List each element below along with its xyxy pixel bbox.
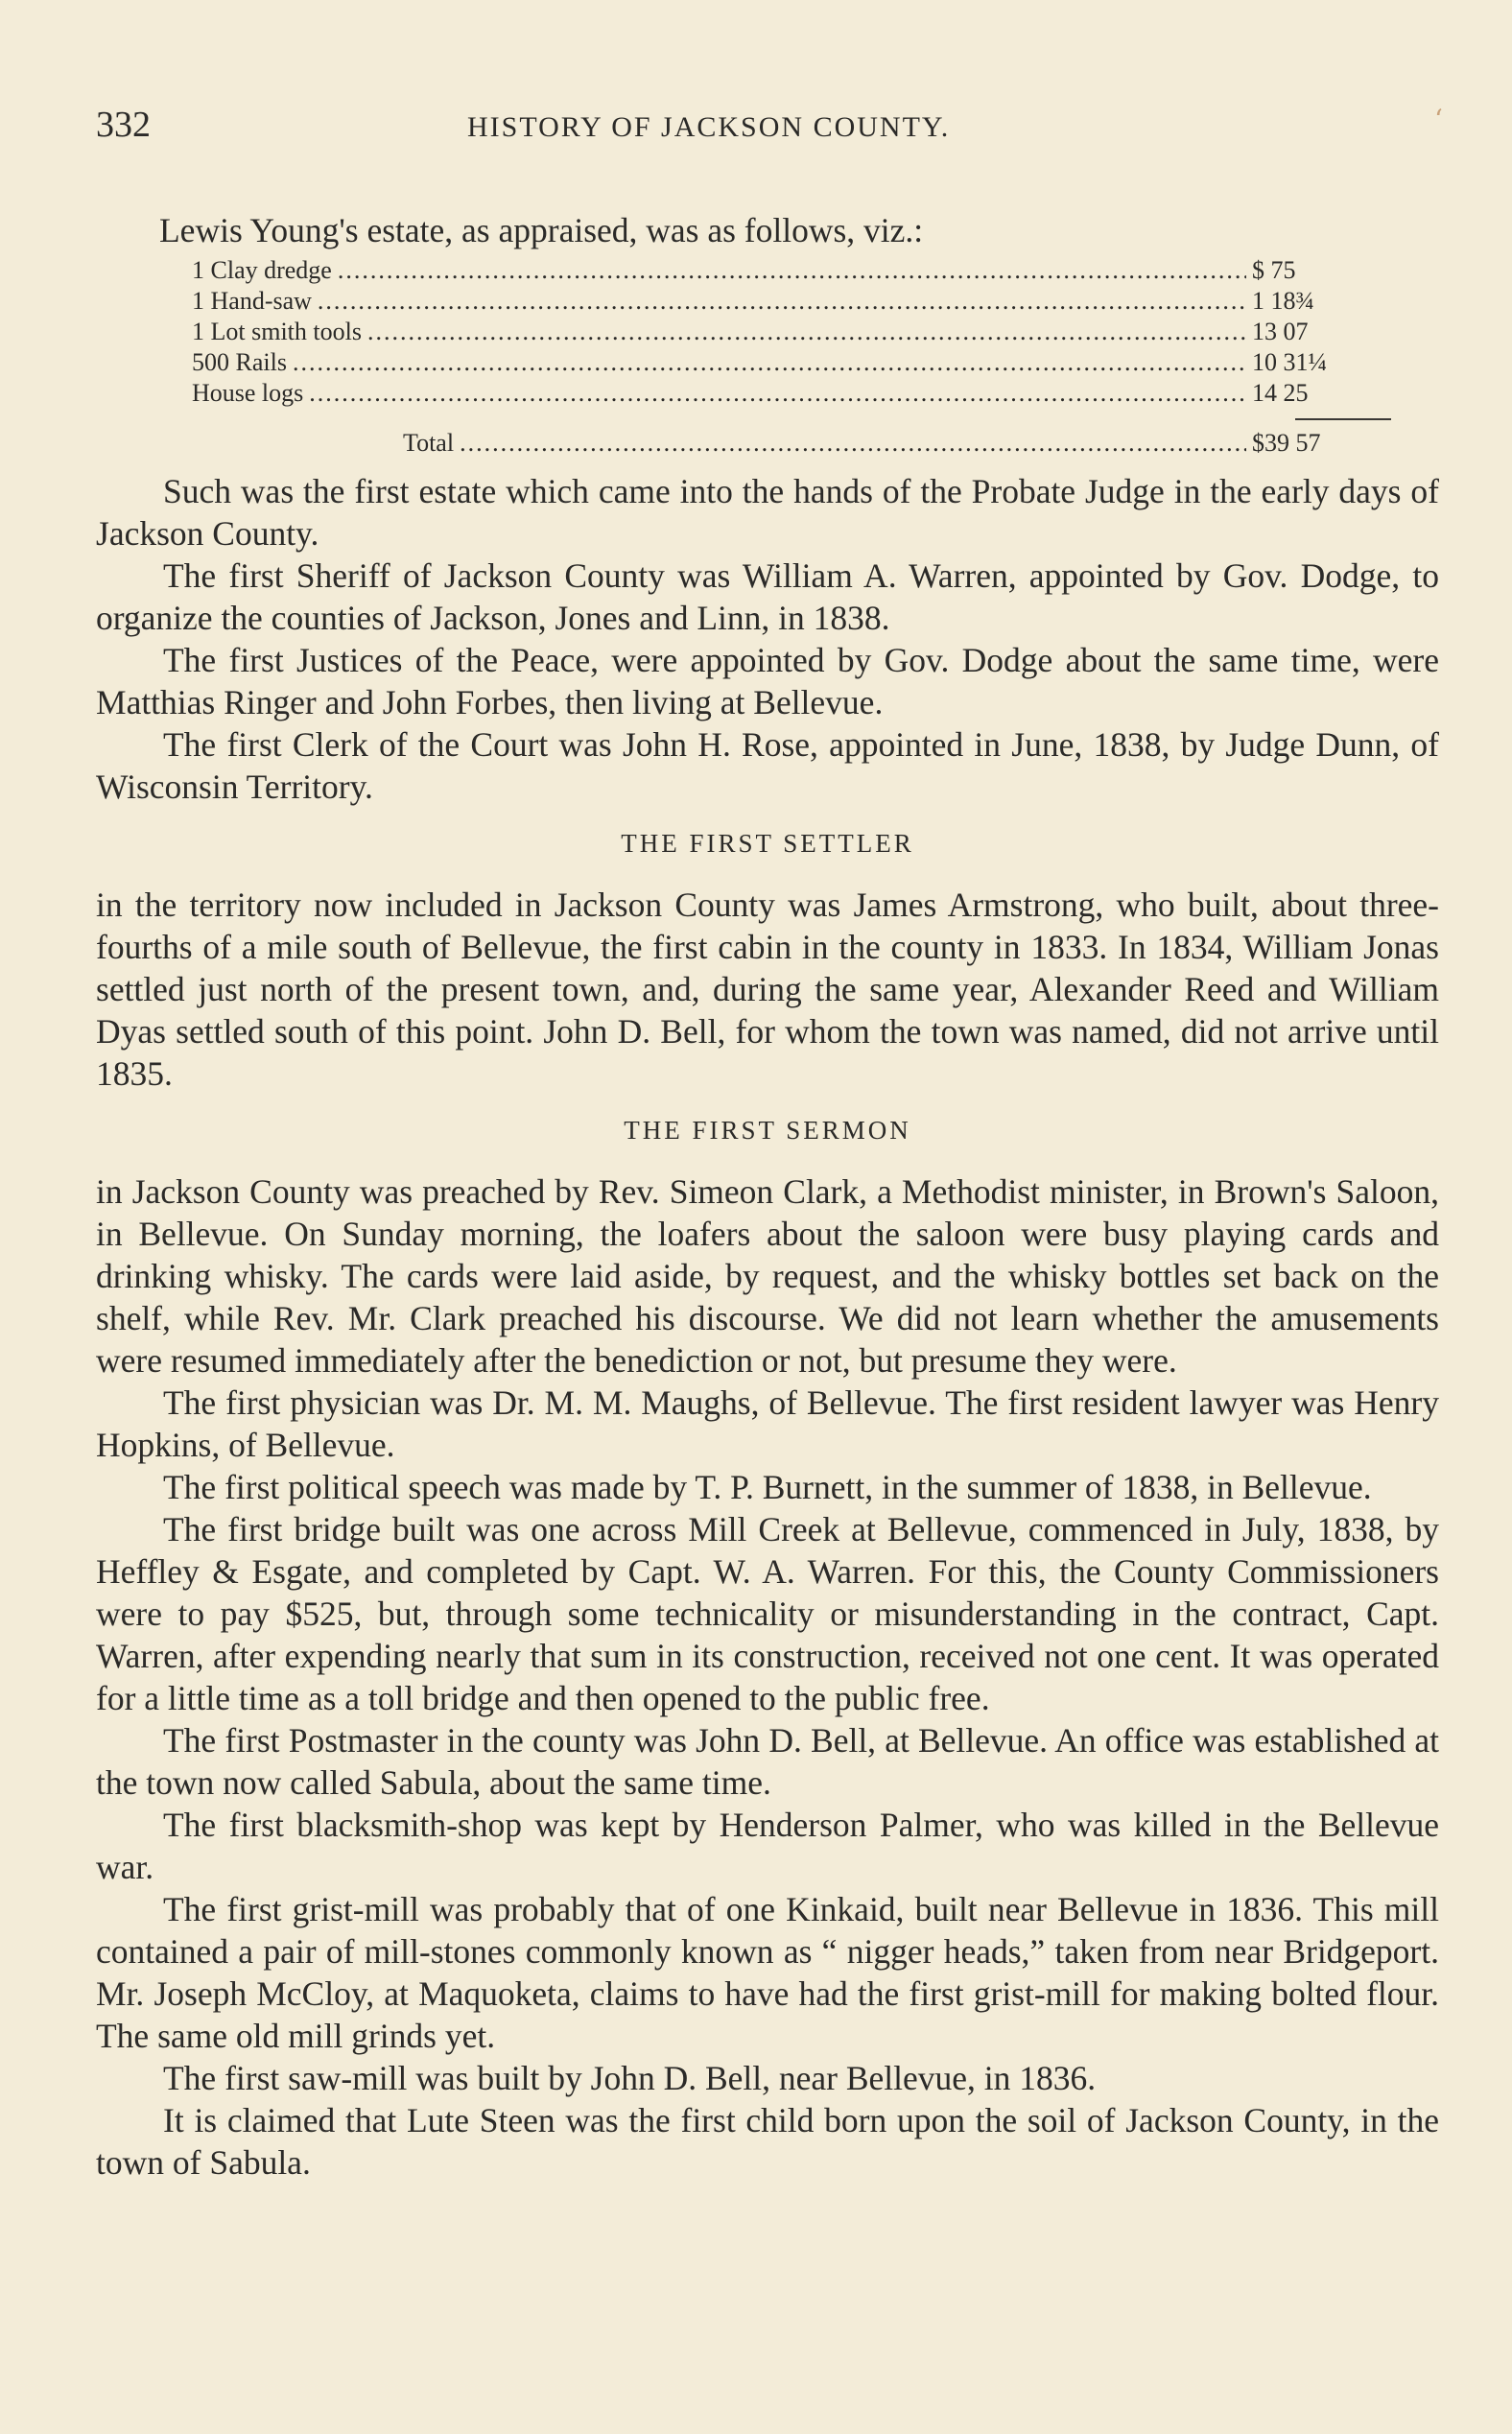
section-heading-first-sermon: THE FIRST SERMON	[624, 1116, 911, 1145]
estate-row	[192, 317, 1343, 347]
estate-row	[192, 347, 1343, 378]
paragraph: The first saw-mill was built by John D. Bell, near Bellevue, in 1836.	[163, 2059, 1097, 2097]
estate-item-label: House logs	[192, 379, 304, 407]
document-page	[96, 104, 1443, 2184]
leader-dots	[318, 286, 1246, 317]
estate-item-label: 1 Hand-saw	[192, 287, 312, 315]
estate-intro: Lewis Young's estate, as appraised, was as follows, viz.:	[159, 211, 924, 249]
leader-dots	[460, 428, 1246, 459]
leader-dots	[338, 255, 1246, 286]
estate-item-amount: 1 18¾	[1252, 287, 1314, 315]
paragraph: The first physician was Dr. M. M. Maughs, of Bellevue. The first resident lawyer was Henry Hopkins, of Bellevue.	[96, 1383, 1439, 1464]
total-row	[403, 428, 1343, 459]
paragraph: It is claimed that Lute Steen was the first child born upon the soil of Jackson County, in the town of Sabula.	[96, 2101, 1439, 2182]
leader-dots	[367, 317, 1246, 347]
leader-dots	[309, 378, 1246, 409]
estate-item-amount: 10 31¼	[1252, 348, 1327, 376]
leader-dots	[293, 347, 1246, 378]
paragraph: The first political speech was made by T. P. Burnett, in the summer of 1838, in Bellevue.	[163, 1468, 1372, 1506]
estate-row	[192, 286, 1343, 317]
total-label: Total	[403, 429, 455, 457]
paragraph: in the territory now included in Jackson County was James Armstrong, who built, about three-fourths of a mile south of Bellevue, the first cabin in the county in 1833. In 1834, William Jonas settled just north of the present town, and, during the same year, Alexander Reed and William Dyas settled south of this point. John D. Bell, for whom the town was named, did not arrive until 1835.	[96, 886, 1439, 1093]
paragraph: The first bridge built was one across Mill Creek at Bellevue, commenced in July, 1838, by Heffley & Esgate, and completed by Capt. W. A. Warren. For this, the County Commissioners were to pay $525, but, through some technicality or misunderstanding in the contract, Capt. Warren, after expending nearly that sum in its construction, received not one cent. It was operated for a little time as a toll bridge and then opened to the public free.	[96, 1510, 1439, 1717]
paragraph: in Jackson County was preached by Rev. Simeon Clark, a Methodist minister, in Brown's Saloon, in Bellevue. On Sunday morning, the loafers about the saloon were busy playing cards and drinking whisky. The cards were laid aside, by request, and the whisky bottles set back on the shelf, while Rev. Mr. Clark preached his discourse. We did not learn whether the amusements were resumed immediately after the benediction or not, but presume they were.	[96, 1172, 1439, 1380]
sum-rule	[1295, 418, 1391, 420]
paragraph: The first Clerk of the Court was John H. Rose, appointed in June, 1838, by Judge Dunn, of Wisconsin Territory.	[96, 725, 1439, 806]
page-number: 332	[96, 105, 151, 145]
page-header	[96, 104, 1439, 146]
estate-row	[192, 255, 1343, 286]
estate-item-label: 1 Clay dredge	[192, 256, 332, 284]
paragraph: The first Justices of the Peace, were appointed by Gov. Dodge about the same time, were Matthias Ringer and John Forbes, then living at Bellevue.	[96, 641, 1439, 721]
paragraph: Such was the first estate which came into the hands of the Probate Judge in the early days of Jackson County.	[96, 472, 1439, 553]
paragraph: The first blacksmith-shop was kept by Henderson Palmer, who was killed in the Bellevue war.	[96, 1806, 1439, 1886]
estate-table	[192, 255, 1343, 459]
paragraph: The first Postmaster in the county was John D. Bell, at Bellevue. An office was established at the town now called Sabula, about the same time.	[96, 1721, 1439, 1802]
paragraph: The first Sheriff of Jackson County was William A. Warren, appointed by Gov. Dodge, to organize the counties of Jackson, Jones and Linn, in 1838.	[96, 556, 1439, 637]
estate-item-amount: 14 25	[1252, 379, 1309, 407]
estate-row	[192, 378, 1343, 409]
paragraph: The first grist-mill was probably that of one Kinkaid, built near Bellevue in 1836. This mill contained a pair of mill-stones commonly known as “ nigger heads,” taken from near Bridgeport. Mr. Joseph McCloy, at Maquoketa, claims to have had the first grist-mill for making bolted flour. The same old mill grinds yet.	[96, 1890, 1439, 2055]
total-amount: $39 57	[1252, 429, 1321, 457]
estate-item-amount: 13 07	[1252, 318, 1309, 345]
margin-mark: ʻ	[1434, 104, 1443, 135]
section-heading-first-settler: THE FIRST SETTLER	[621, 829, 914, 858]
running-title: HISTORY OF JACKSON COUNTY.	[467, 111, 951, 143]
estate-total	[192, 428, 1343, 459]
estate-item-amount: $ 75	[1252, 256, 1296, 284]
estate-item-label: 1 Lot smith tools	[192, 318, 362, 345]
estate-item-label: 500 Rails	[192, 348, 287, 376]
